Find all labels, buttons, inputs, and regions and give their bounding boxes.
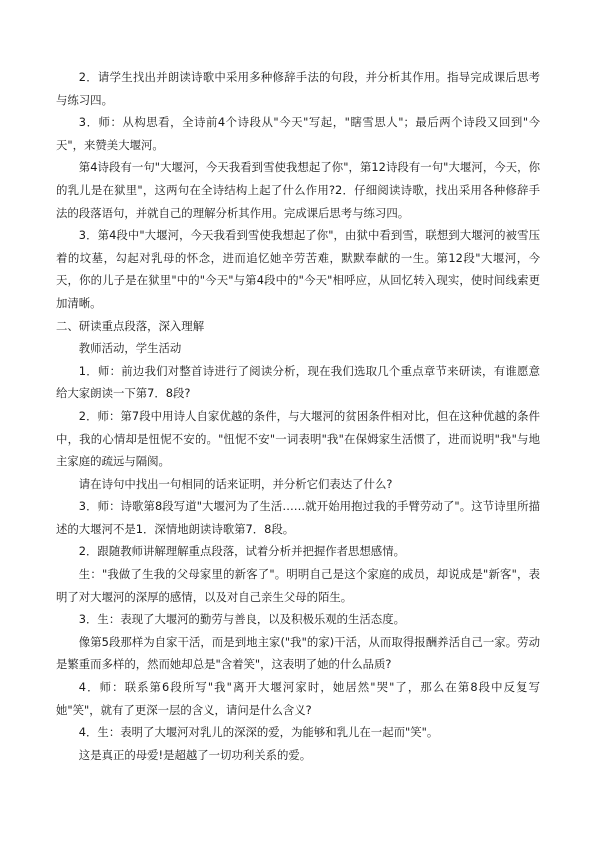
paragraph: 3．师：从构思看，全诗前4个诗段从"今天"写起，"瞎雪思人"；最后两个诗段又回到"今天"，来赞美大堰河。 bbox=[56, 115, 540, 152]
paragraph: 3．生：表现了大堰河的勤劳与善良，以及积极乐观的生活态度。 bbox=[78, 612, 405, 627]
paragraph: 2．跟随教师讲解理解重点段落，试着分析并把握作者思想感情。 bbox=[78, 544, 405, 559]
paragraph: 这是真正的母爱!是超越了一切功利关系的爱。 bbox=[78, 747, 312, 762]
paragraph: 1．师：前边我们对整首诗进行了阅读分析，现在我们选取几个重点章节来研读，有谁愿意给大家朗读一下第7．8段? bbox=[56, 363, 540, 401]
paragraph: 3．师：诗歌第8段写道"大堰河为了生活……就开始用抱过我的手臂劳动了"。这节诗里所描述的大堰河不是1．深情地朗读诗歌第7．8段。 bbox=[56, 499, 540, 536]
paragraph: 第4诗段有一句"大堰河，今天我看到雪使我想起了你"，第12诗段有一句"大堰河，今天，你的乳儿是在狱里"，这两句在全诗结构上起了什么作用?2．仔细阅读诗歌，找出采用各种修辞手法的段落语句，并就自己的理解分析其作用。完成课后思考与练习四。 bbox=[56, 160, 540, 220]
paragraph: 4．师：联系第6段所写"我"离开大堰河家时，她居然"哭"了，那么在第8段中反复写她"笑"，就有了更深一层的含义，请问是什么含义? bbox=[56, 680, 540, 717]
paragraph: 生："我做了生我的父母家里的新客了"。明明自己是这个家庭的成员，却说成是"新客"，表明了对大堰河的深厚的感情，以及对自己亲生父母的陌生。 bbox=[56, 567, 540, 604]
paragraph: 2．请学生找出并朗读诗歌中采用多种修辞手法的句段，并分析其作用。指导完成课后思考与练习四。 bbox=[56, 70, 540, 107]
paragraph: 4．生：表明了大堰河对乳儿的深深的爱，为能够和乳儿在一起而"笑"。 bbox=[78, 725, 439, 740]
paragraph: 3．第4段中"大堰河，今天我看到雪使我想起了你"，由狱中看到雪，联想到大堰河的被雪压着的坟墓，勾起对乳母的怀念，进而追忆她辛劳苦难，默默奉献的一生。第12段"大堰河，今天，你的儿子是在狱里"中的"今天"与第4段中的"今天"相呼应，从回忆转入现实，使时间线索更加清晰。 bbox=[56, 228, 540, 310]
paragraph: 请在诗句中找出一句相同的话来证明，并分析它们表达了什么? bbox=[78, 476, 393, 491]
document-body bbox=[56, 66, 540, 766]
paragraph: 教师活动，学生活动 bbox=[78, 341, 182, 356]
paragraph: 2．师：第7段中用诗人自家优越的条件，与大堰河的贫困条件相对比，但在这种优越的条件中，我的心情却是忸怩不安的。"忸怩不安"一词表明"我"在保姆家生活惯了，进而说明"我"与地主家庭的疏远与隔阂。 bbox=[56, 408, 540, 469]
paragraph: 像第5段那样为自家干活，而是到地主家("我"的家)干活，从而取得报酬养活自己一家。劳动是繁重而多样的，然而她却总是"含着笑"，这表明了她的什么品质? bbox=[56, 634, 540, 672]
section-heading: 二、研读重点段落，深入理解 bbox=[56, 318, 205, 333]
